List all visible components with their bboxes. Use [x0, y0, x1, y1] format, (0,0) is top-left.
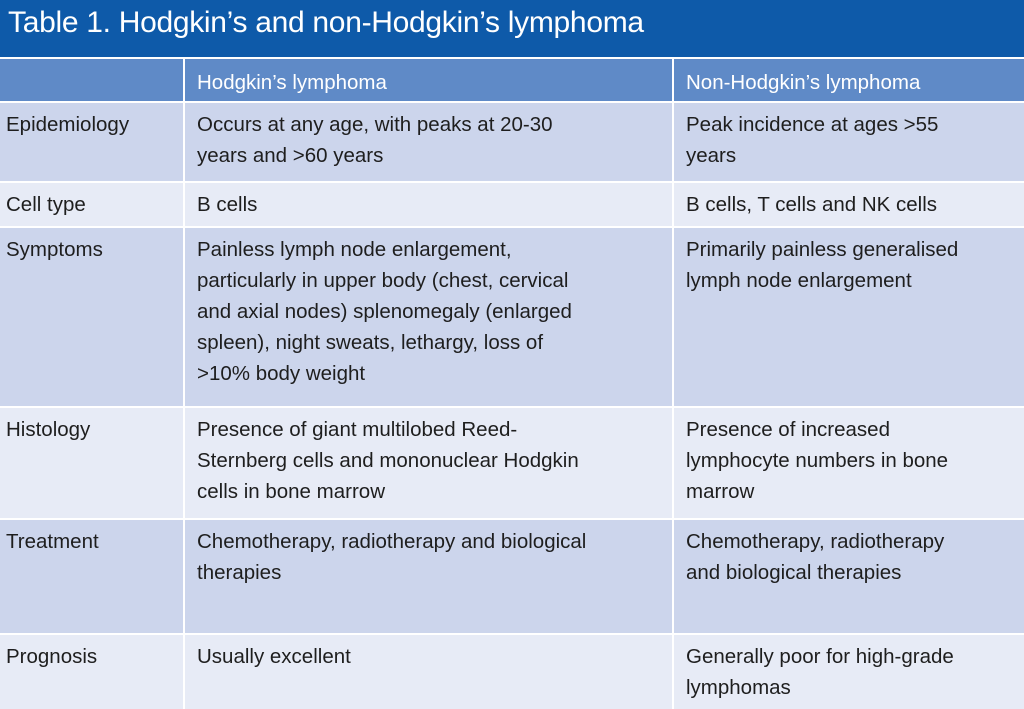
table-header-row	[0, 57, 1024, 101]
table-row-treatment	[0, 518, 1024, 633]
non-hodgkin-cell: Generally poor for high-grade lymphomas	[672, 633, 1024, 709]
hodgkin-cell: Occurs at any age, with peaks at 20-30 years and >60 years	[183, 101, 672, 181]
column-header-feature	[0, 57, 183, 101]
row-label: Histology	[0, 406, 183, 518]
table-row-histology	[0, 406, 1024, 518]
lymphoma-comparison-table	[0, 57, 1024, 709]
hodgkin-cell: Painless lymph node enlargement, particularly in upper body (chest, cervical and axial nodes) splenomegaly (enlarged spleen), night sweats, lethargy, loss of >10% body weight	[183, 226, 672, 406]
column-header-non-hodgkin: Non-Hodgkin’s lymphoma	[672, 57, 1024, 101]
row-label: Treatment	[0, 518, 183, 633]
non-hodgkin-cell: Chemotherapy, radiotherapy and biological therapies	[672, 518, 1024, 633]
hodgkin-cell: B cells	[183, 181, 672, 226]
table-row-epidemiology	[0, 101, 1024, 181]
column-header-hodgkin: Hodgkin’s lymphoma	[183, 57, 672, 101]
hodgkin-cell: Chemotherapy, radiotherapy and biological therapies	[183, 518, 672, 633]
row-label: Cell type	[0, 181, 183, 226]
table-row-prognosis	[0, 633, 1024, 709]
row-label: Symptoms	[0, 226, 183, 406]
non-hodgkin-cell: B cells, T cells and NK cells	[672, 181, 1024, 226]
table-row-symptoms	[0, 226, 1024, 406]
non-hodgkin-cell: Primarily painless generalised lymph node enlargement	[672, 226, 1024, 406]
non-hodgkin-cell: Peak incidence at ages >55 years	[672, 101, 1024, 181]
hodgkin-cell: Presence of giant multilobed Reed-Sternberg cells and mononuclear Hodgkin cells in bone marrow	[183, 406, 672, 518]
row-label: Prognosis	[0, 633, 183, 709]
table-row-cell-type	[0, 181, 1024, 226]
hodgkin-cell: Usually excellent	[183, 633, 672, 709]
non-hodgkin-cell: Presence of increased lymphocyte numbers in bone marrow	[672, 406, 1024, 518]
row-label: Epidemiology	[0, 101, 183, 181]
table-title: Table 1. Hodgkin’s and non-Hodgkin’s lymphoma	[0, 0, 1024, 57]
